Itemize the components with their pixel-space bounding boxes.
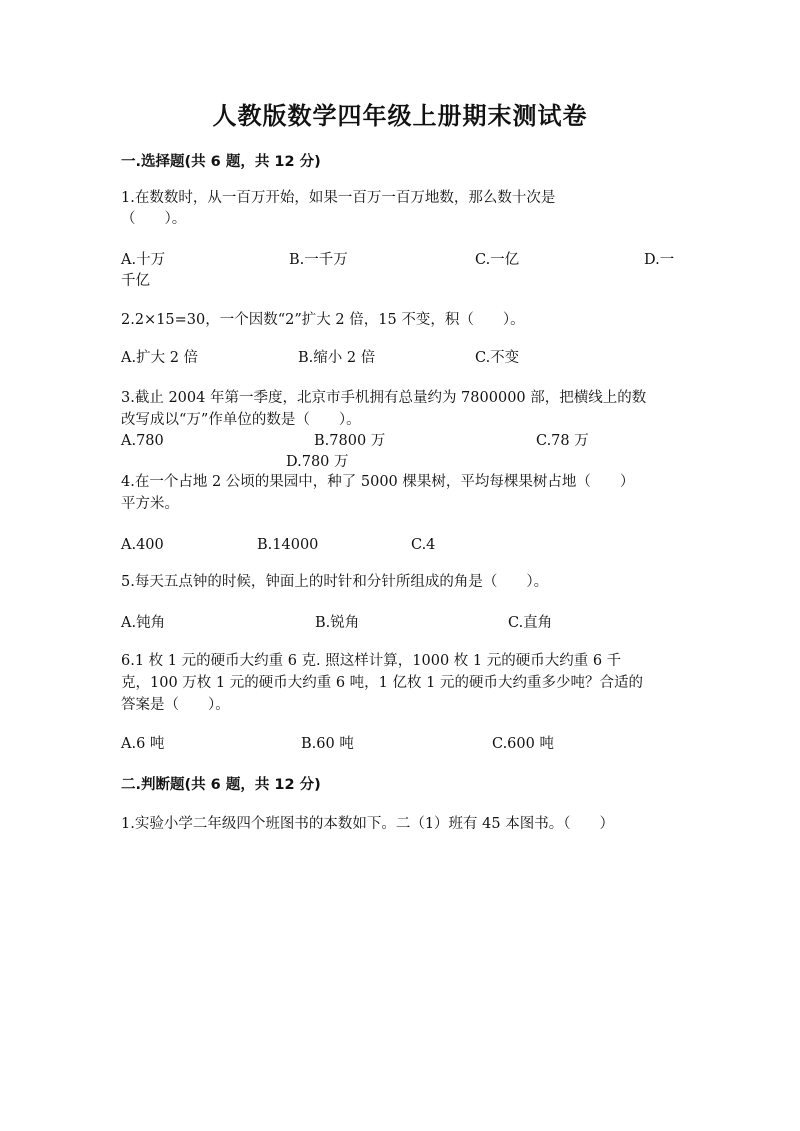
page-title: 人教版数学四年级上册期末测试卷 bbox=[212, 101, 588, 130]
option-b: B.一千万 bbox=[289, 252, 348, 268]
question-text: 4.在一个占地 2 公顷的果园中，种了 5000 棵果树，平均每棵果树占地（ ） bbox=[121, 474, 635, 490]
question-text: 改写成以“万”作单位的数是（ ）。 bbox=[121, 412, 361, 428]
option-a: A.钝角 bbox=[121, 615, 166, 631]
option-b: B.锐角 bbox=[315, 615, 360, 631]
question-text: 2.2×15=30，一个因数“2”扩大 2 倍，15 不变，积（ ）。 bbox=[121, 312, 525, 328]
question-text: 答案是（ ）。 bbox=[121, 697, 230, 713]
question-text: 1.实验小学二年级四个班图书的本数如下。二（1）班有 45 本图书。（ ） bbox=[121, 816, 614, 832]
question-text: 平方米。 bbox=[121, 496, 179, 512]
option-a: A.6 吨 bbox=[121, 736, 165, 752]
option-a: A.扩大 2 倍 bbox=[121, 350, 199, 366]
option-c: C.不变 bbox=[475, 350, 520, 366]
option-c: C.直角 bbox=[508, 615, 553, 631]
option-b: B.缩小 2 倍 bbox=[298, 350, 376, 366]
option-c: C.一亿 bbox=[475, 252, 520, 268]
option-b: B.14000 bbox=[257, 537, 319, 553]
question-text: 克，100 万枚 1 元的硬币大约重 6 吨，1 亿枚 1 元的硬币大约重多少吨？合适的 bbox=[121, 675, 643, 691]
question-text: 6.1 枚 1 元的硬币大约重 6 克. 照这样计算，1000 枚 1 元的硬币大约重 6 千 bbox=[121, 653, 622, 669]
option-a: A.400 bbox=[121, 537, 164, 553]
section-heading-choice: 一.选择题(共 6 题，共 12 分) bbox=[121, 154, 321, 170]
option-b: B.60 吨 bbox=[301, 736, 354, 752]
option-c: C.4 bbox=[411, 537, 436, 553]
option-c: C.78 万 bbox=[536, 433, 589, 449]
question-text: 5.每天五点钟的时候，钟面上的时针和分针所组成的角是（ ）。 bbox=[121, 574, 549, 590]
section-heading-judgment: 二.判断题(共 6 题，共 12 分) bbox=[121, 777, 321, 793]
question-text: （ ）。 bbox=[121, 211, 187, 227]
question-text: 3.截止 2004 年第一季度，北京市手机拥有总量约为 7800000 部，把横线上的数 bbox=[121, 390, 647, 406]
option-b: B.7800 万 bbox=[314, 433, 386, 449]
option-d-continued: 千亿 bbox=[121, 273, 150, 289]
option-d: D.一 bbox=[644, 252, 675, 268]
option-a: A.十万 bbox=[121, 252, 166, 268]
option-d: D.780 万 bbox=[286, 454, 349, 470]
option-a: A.780 bbox=[121, 433, 164, 449]
option-c: C.600 吨 bbox=[492, 736, 554, 752]
question-text: 1.在数数时，从一百万开始，如果一百万一百万地数，那么数十次是 bbox=[121, 190, 556, 206]
